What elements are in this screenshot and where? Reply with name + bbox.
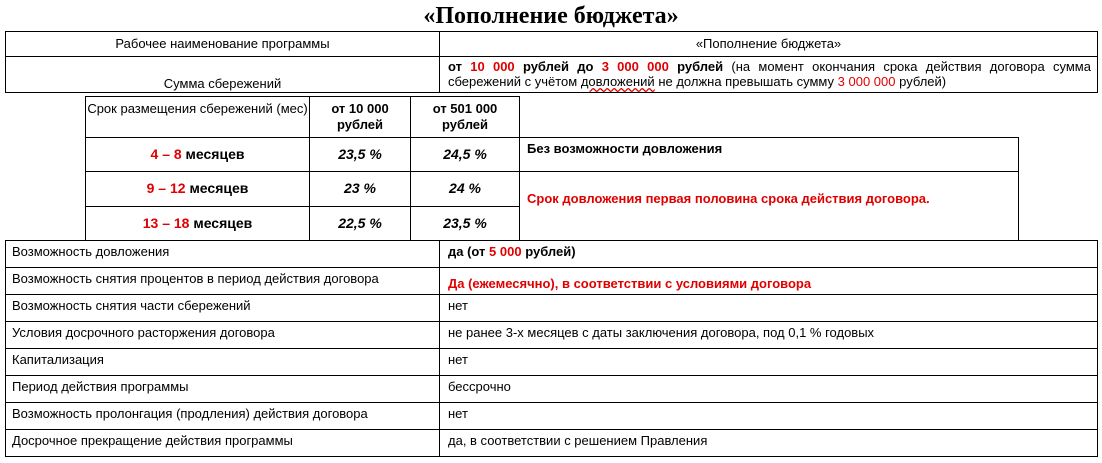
rate-col2-header: от 501 000 рублей (410, 96, 520, 138)
savings-amount-value: от 10 000 рублей до 3 000 000 рублей (на момент окончания срока действия договора сумма сбережений с учётом довложений не должна превышать сумму 3 000 000 рублей) (439, 56, 1098, 93)
term-cell: 13 – 18 месяцев (85, 206, 310, 241)
rate-cell: 23,5 % (309, 137, 411, 172)
page-title: «Пополнение бюджета» (423, 3, 679, 29)
rate-col1-header: от 10 000 рублей (309, 96, 411, 138)
row-value: бессрочно (439, 375, 1098, 403)
row-value: нет (439, 348, 1098, 376)
rate-cell: 23,5 % (410, 206, 520, 241)
row-value: нет (439, 294, 1098, 322)
row-label: Возможность пролонгация (продления) действия договора (5, 402, 440, 430)
program-name-value: «Пополнение бюджета» (439, 31, 1098, 57)
row-label: Период действия программы (5, 375, 440, 403)
row-value: нет (439, 402, 1098, 430)
row-value: Да (ежемесячно), в соответствии с условиями договора (439, 267, 1098, 295)
row-value: да (от 5 000 рублей) (439, 240, 1098, 268)
row-label: Капитализация (5, 348, 440, 376)
program-name-label: Рабочее наименование программы (5, 31, 440, 57)
savings-amount-label: Сумма сбережений (5, 56, 440, 93)
topup-term-note: Срок довложения первая половина срока действия договора. (519, 171, 1019, 241)
rate-cell: 24,5 % (410, 137, 520, 172)
rate-cell: 22,5 % (309, 206, 411, 241)
no-topup-note: Без возможности довложения (519, 137, 1019, 172)
term-cell: 4 – 8 месяцев (85, 137, 310, 172)
row-label: Досрочное прекращение действия программы (5, 429, 440, 457)
term-cell: 9 – 12 месяцев (85, 171, 310, 207)
row-label: Возможность довложения (5, 240, 440, 268)
row-value: да, в соответствии с решением Правления (439, 429, 1098, 457)
term-header: Срок размещения сбережений (мес) (85, 96, 310, 138)
row-label: Возможность снятия процентов в период действия договора (5, 267, 440, 295)
rate-cell: 24 % (410, 171, 520, 207)
rate-cell: 23 % (309, 171, 411, 207)
row-label: Условия досрочного расторжения договора (5, 321, 440, 349)
row-value: не ранее 3-х месяцев с даты заключения договора, под 0,1 % годовых (439, 321, 1098, 349)
row-label: Возможность снятия части сбережений (5, 294, 440, 322)
